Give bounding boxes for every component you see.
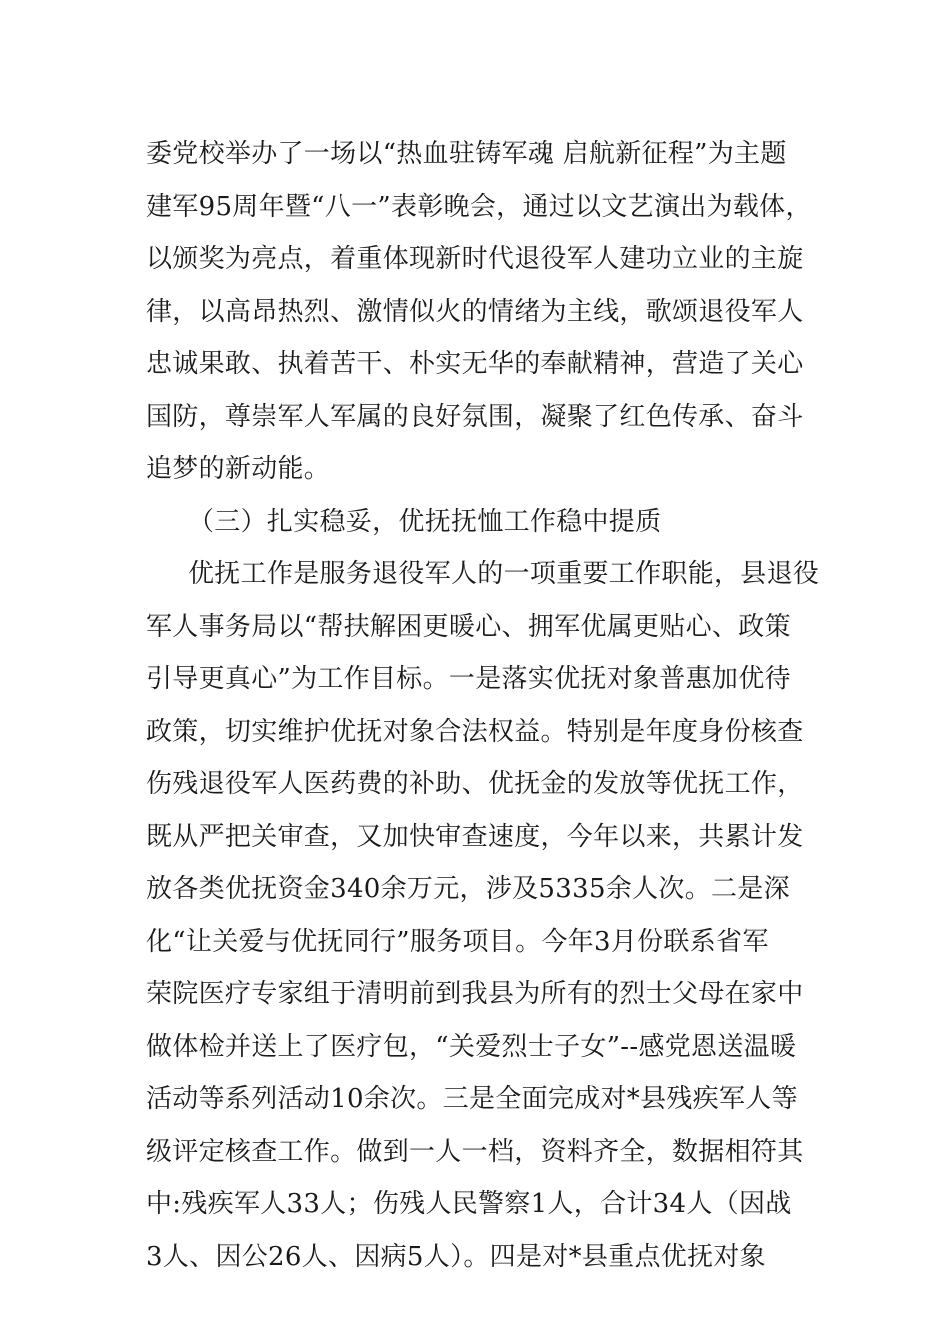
paragraph-line: 军人事务局以“帮扶解困更暖心、拥军优属更贴心、政策 — [146, 611, 791, 642]
paragraph-line: 做体检并送上了医疗包，“关爱烈士子女”--感党恩送温暖 — [146, 1031, 797, 1062]
paragraph-line: 引导更真心”为工作目标。一是落实优抚对象普惠加优待 — [146, 664, 791, 694]
paragraph-line: 律，以高昂热烈、激情似火的情绪为主线，歌颂退役军人 — [146, 296, 804, 327]
document-body — [146, 128, 826, 1283]
paragraph-line: 化“让关爱与优抚同行”服务项目。今年3月份联系省军 — [146, 926, 769, 957]
paragraph-line: 以颁奖为亮点，着重体现新时代退役军人建功立业的主旋 — [146, 244, 804, 274]
paragraph-line: 活动等系列活动10余次。三是全面完成对*县残疾军人等 — [146, 1084, 798, 1114]
paragraph-line: 追梦的新动能。 — [146, 454, 331, 484]
paragraph-line: 既从严把关审查，又加快审查速度，今年以来，共累计发 — [146, 821, 804, 852]
paragraph-line: 建军95周年暨“八一”表彰晚会，通过以文艺演出为载体， — [146, 191, 812, 222]
paragraph-line: 中:残疾军人33人；伤残人民警察1人，合计34人（因战 — [146, 1189, 792, 1219]
paragraph-line: 3人、因公26人、因病5人）。四是对*县重点优抚对象 — [146, 1241, 766, 1272]
paragraph-line: 优抚工作是服务退役军人的一项重要工作职能，县退役 — [188, 559, 820, 589]
paragraph-line: 放各类优抚资金340余万元，涉及5335余人次。二是深 — [146, 874, 790, 904]
section-heading: （三）扎实稳妥，优抚抚恤工作稳中提质 — [188, 506, 662, 537]
paragraph-line: 委党校举办了一场以“热血驻铸军魂 启航新征程”为主题 — [146, 139, 787, 169]
paragraph-line: 忠诚果敢、执着苦干、朴实无华的奉献精神，营造了关心 — [146, 349, 804, 379]
paragraph-line: 荣院医疗专家组于清明前到我县为所有的烈士父母在家中 — [146, 979, 804, 1009]
paragraph-line: 政策，切实维护优抚对象合法权益。特别是年度身份核查 — [146, 716, 804, 747]
paragraph-line: 级评定核查工作。做到一人一档，资料齐全，数据相符其 — [146, 1136, 804, 1167]
paragraph-line: 国防，尊崇军人军属的良好氛围，凝聚了红色传承、奋斗 — [146, 401, 804, 432]
paragraph-line: 伤残退役军人医药费的补助、优抚金的发放等优抚工作， — [146, 769, 804, 799]
